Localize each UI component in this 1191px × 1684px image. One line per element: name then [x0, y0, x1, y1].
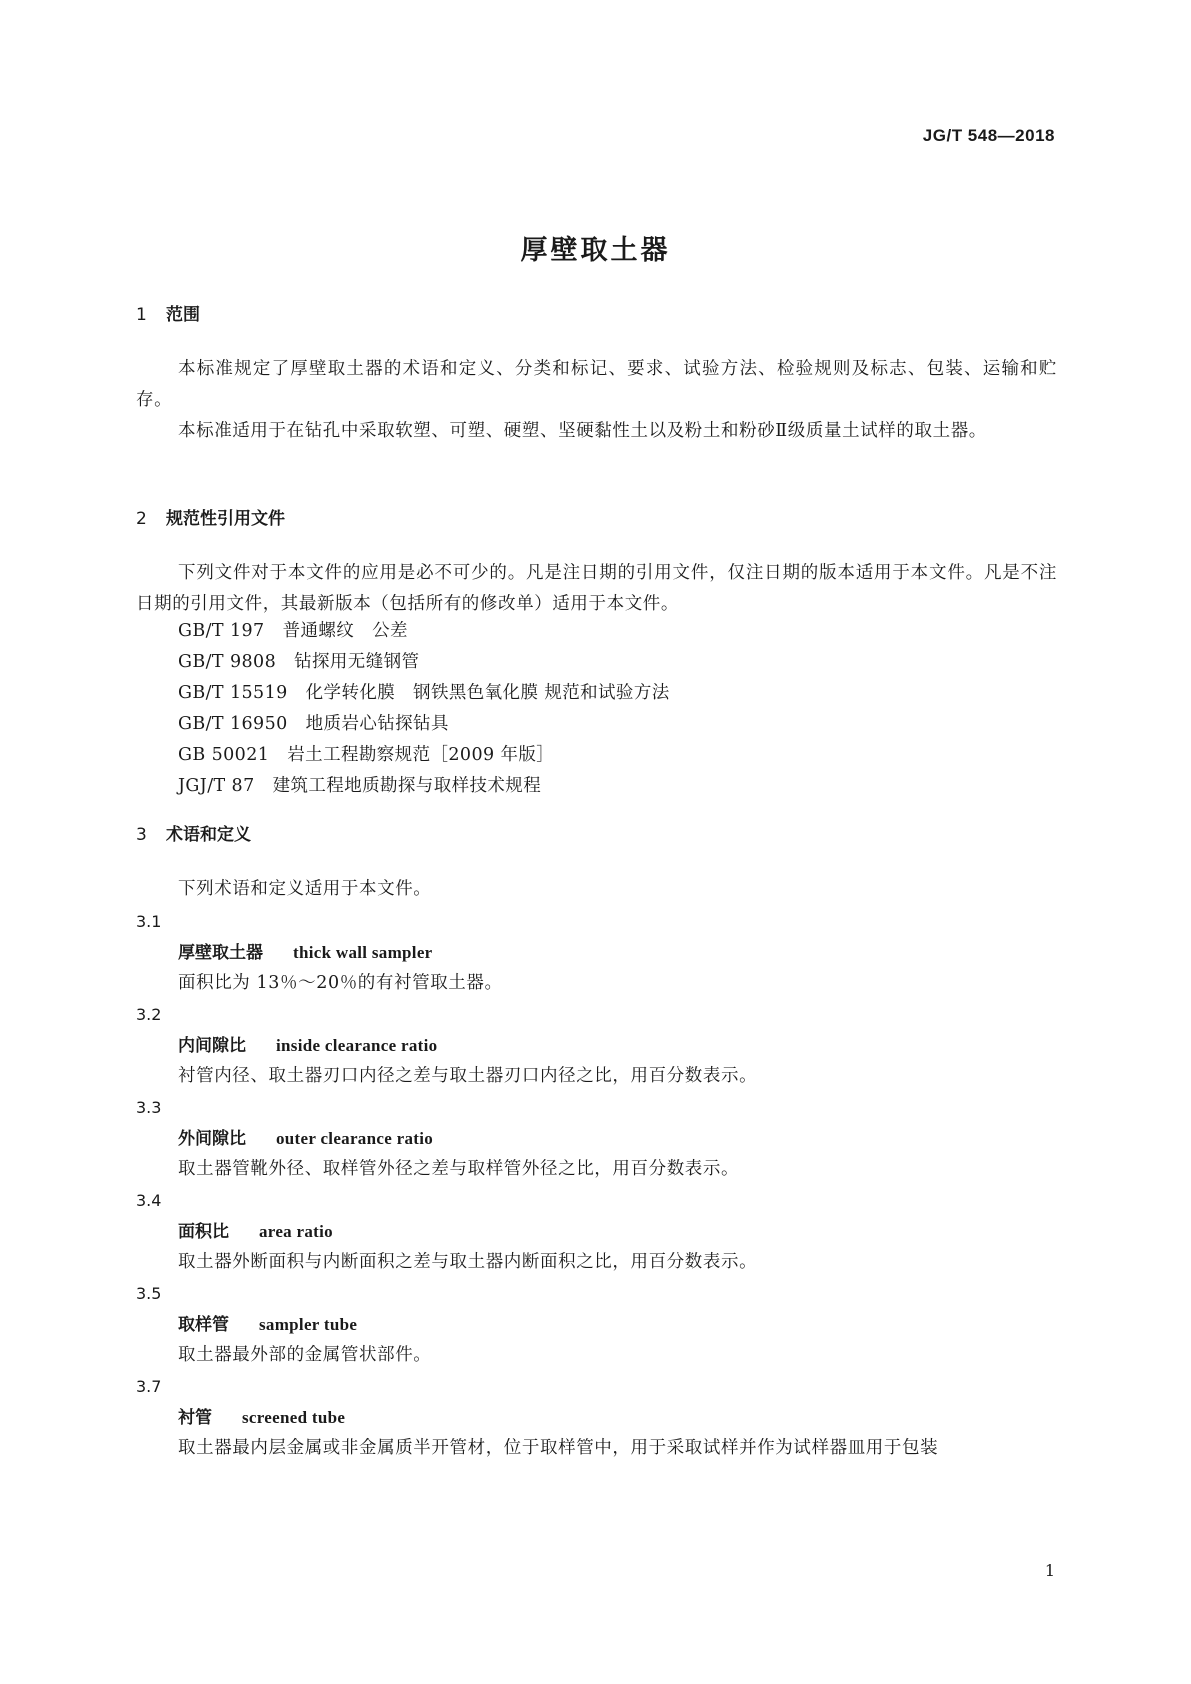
reference-code: JGJ/T 87	[178, 776, 255, 796]
reference-title: 岩土工程勘察规范［2009 年版］	[287, 745, 555, 765]
reference-item	[178, 771, 670, 802]
reference-title: 普通螺纹 公差	[282, 621, 408, 641]
page-number: 1	[1044, 1561, 1055, 1580]
section-title: 范围	[166, 305, 200, 325]
reference-code: GB/T 16950	[178, 714, 288, 734]
term-en: inside clearance ratio	[276, 1036, 438, 1055]
standard-code: JG/T 548—2018	[922, 126, 1055, 145]
reference-code: GB/T 9808	[178, 652, 277, 672]
term-number: 3.7	[136, 1377, 162, 1396]
term-list	[136, 906, 1057, 1464]
term-entry	[136, 999, 1057, 1092]
reference-item	[178, 616, 670, 647]
reference-code: GB/T 197	[178, 621, 265, 641]
term-number: 3.3	[136, 1098, 162, 1117]
term-heading	[136, 937, 1057, 968]
section-title: 规范性引用文件	[166, 509, 285, 529]
reference-item	[178, 647, 670, 678]
section-heading-scope	[136, 300, 200, 325]
term-en: sampler tube	[259, 1315, 358, 1334]
term-entry	[136, 1092, 1057, 1185]
references-intro	[136, 558, 1057, 620]
term-heading	[136, 1309, 1057, 1340]
term-entry	[136, 906, 1057, 999]
section-number: 2	[136, 509, 147, 529]
term-zh: 取样管	[178, 1315, 229, 1335]
reference-item	[178, 740, 670, 771]
term-entry	[136, 1278, 1057, 1371]
reference-title: 化学转化膜 钢铁黑色氧化膜 规范和试验方法	[305, 683, 670, 703]
term-definition: 取土器最内层金属或非金属质半开管材，位于取样管中，用于采取试样并作为试样器皿用于包装	[178, 1438, 939, 1458]
document-title: 厚壁取土器	[520, 235, 671, 266]
term-zh: 内间隙比	[178, 1036, 246, 1056]
term-entry	[136, 1371, 1057, 1464]
term-heading	[136, 1216, 1057, 1247]
reference-list	[178, 616, 670, 802]
paragraph: 本标准规定了厚壁取土器的术语和定义、分类和标记、要求、试验方法、检验规则及标志、包装、运输和贮存。	[136, 359, 1057, 410]
paragraph: 下列文件对于本文件的应用是必不可少的。凡是注日期的引用文件，仅注日期的版本适用于本文件。凡是不注日期的引用文件，其最新版本（包括所有的修改单）适用于本文件。	[136, 563, 1057, 614]
term-definition: 取土器最外部的金属管状部件。	[178, 1345, 432, 1365]
term-definition: 取土器外断面积与内断面积之差与取土器内断面积之比，用百分数表示。	[178, 1252, 758, 1272]
section-title: 术语和定义	[166, 825, 251, 845]
term-zh: 厚壁取土器	[178, 943, 263, 963]
term-en: outer clearance ratio	[276, 1129, 434, 1148]
paragraph: 本标准适用于在钻孔中采取软塑、可塑、硬塑、坚硬黏性土以及粉土和粉砂Ⅱ级质量土试样的取土器。	[178, 421, 987, 441]
term-en: screened tube	[242, 1408, 346, 1427]
term-number: 3.4	[136, 1191, 162, 1210]
reference-title: 钻探用无缝钢管	[294, 652, 420, 672]
term-heading	[136, 1123, 1057, 1154]
reference-item	[178, 678, 670, 709]
reference-title: 建筑工程地质勘探与取样技术规程	[272, 776, 542, 796]
section-number: 3	[136, 825, 147, 845]
term-number: 3.5	[136, 1284, 162, 1303]
terms-intro	[136, 874, 1057, 905]
paragraph: 下列术语和定义适用于本文件。	[178, 879, 432, 899]
term-heading	[136, 1030, 1057, 1061]
section-heading-terms-definitions	[136, 820, 251, 845]
term-heading	[136, 1402, 1057, 1433]
term-en: thick wall sampler	[293, 943, 433, 962]
term-number: 3.2	[136, 1005, 162, 1024]
term-zh: 衬管	[178, 1408, 212, 1428]
section-number: 1	[136, 305, 147, 325]
term-en: area ratio	[259, 1222, 333, 1241]
term-definition: 取土器管靴外径、取样管外径之差与取样管外径之比，用百分数表示。	[178, 1159, 740, 1179]
reference-item	[178, 709, 670, 740]
reference-code: GB 50021	[178, 745, 270, 765]
scope-body	[136, 354, 1057, 447]
term-definition: 面积比为 13％～20％的有衬管取土器。	[178, 973, 503, 993]
term-zh: 面积比	[178, 1222, 229, 1242]
term-number: 3.1	[136, 912, 162, 931]
reference-code: GB/T 15519	[178, 683, 288, 703]
term-entry	[136, 1185, 1057, 1278]
section-heading-normative-references	[136, 504, 285, 529]
term-zh: 外间隙比	[178, 1129, 246, 1149]
reference-title: 地质岩心钻探钻具	[305, 714, 449, 734]
term-definition: 衬管内径、取土器刃口内径之差与取土器刃口内径之比，用百分数表示。	[178, 1066, 758, 1086]
